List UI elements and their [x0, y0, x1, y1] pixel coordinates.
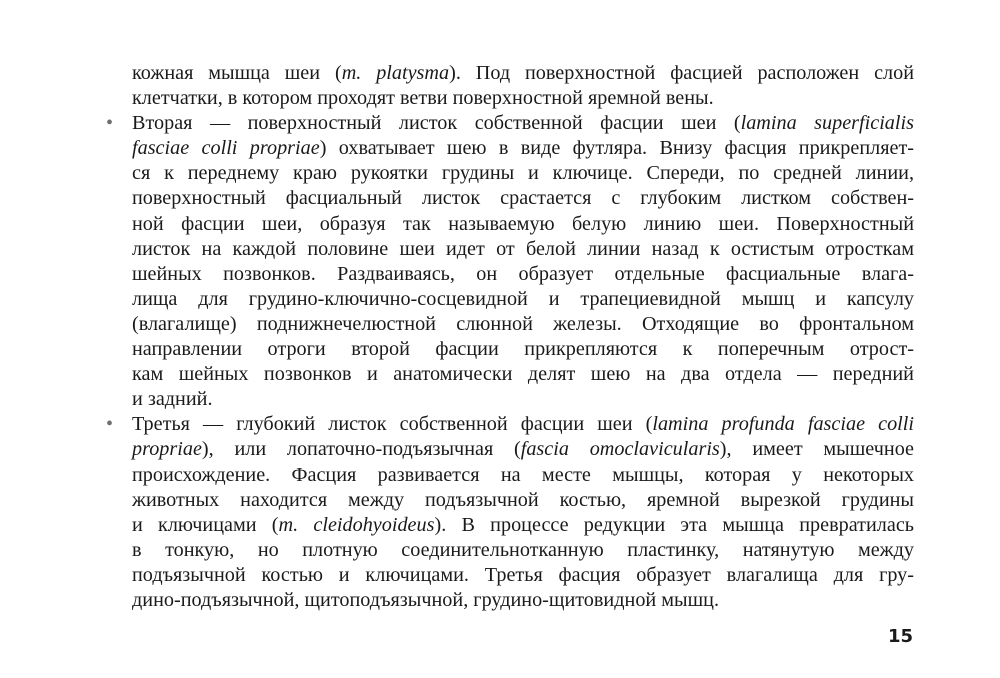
- text-line: шейных позвонков. Раздваиваясь, он образует отдельные фасциальные влага-: [132, 262, 914, 285]
- text-line: животных находится между подъязычной костью, яремной вырезкой грудины: [132, 488, 914, 511]
- text-line: fasciae colli propriae) охватывает шею в виде футляра. Внизу фасция прикрепляет-: [132, 137, 915, 160]
- text-line: кам шейных позвонков и анатомически делят шею на два отдела — передний: [132, 363, 914, 386]
- text-line: ной фасции шеи, образуя так называемую белую линию шеи. Поверхностный: [132, 212, 914, 235]
- text-line: • Вторая — поверхностный листок собственной фасции шеи (lamina superficialis: [132, 111, 914, 136]
- bullet-icon: •: [106, 413, 114, 436]
- body-text: [106, 61, 915, 613]
- text-line: листок на каждой половине шеи идет от белой линии назад к остистым отросткам: [132, 237, 914, 260]
- text-line: в тонкую, но плотную соединительнотканную пластинку, натянутую между: [132, 538, 914, 561]
- text-line: • Третья — глубокий листок собственной фасции шеи (lamina profunda fasciae colli: [132, 412, 914, 437]
- text-line: происхождение. Фасция развивается на месте мышцы, которая у некоторых: [132, 463, 914, 486]
- text-line: направлении отроги второй фасции прикрепляются к поперечным отрост-: [132, 338, 914, 361]
- text-line: и задний.: [132, 388, 213, 411]
- bullet-icon: •: [106, 112, 114, 135]
- text-line: клетчатки, в котором проходят ветви поверхностной яремной вены.: [132, 87, 714, 110]
- page-number: 15: [888, 626, 914, 647]
- text-line: поверхностный фасциальный листок срастается с глубоким листком собствен-: [132, 187, 914, 210]
- text-line: и ключицами (m. cleidohyoideus). В процессе редукции эта мышца превратилась: [132, 513, 914, 536]
- text-line: дино-подъязычной, щитоподъязычной, грудино-щитовидной мышц.: [132, 588, 719, 611]
- text-line: кожная мышца шеи (m. platysma). Под поверхностной фасцией расположен слой: [132, 62, 914, 84]
- text-line: ся к переднему краю рукоятки грудины и ключице. Спереди, по средней линии,: [132, 162, 914, 185]
- text-line: лища для грудино-ключично-сосцевидной и трапециевидной мышц и капсулу: [132, 287, 914, 310]
- text-line: подъязычной костью и ключицами. Третья фасция образует влагалища для гру-: [132, 563, 914, 586]
- text-line: propriae), или лопаточно-подъязычная (fascia omoclavicularis), имеет мышечное: [132, 438, 914, 461]
- text-line: (влагалище) поднижнечелюстной слюнной железы. Отходящие во фронтальном: [132, 312, 914, 335]
